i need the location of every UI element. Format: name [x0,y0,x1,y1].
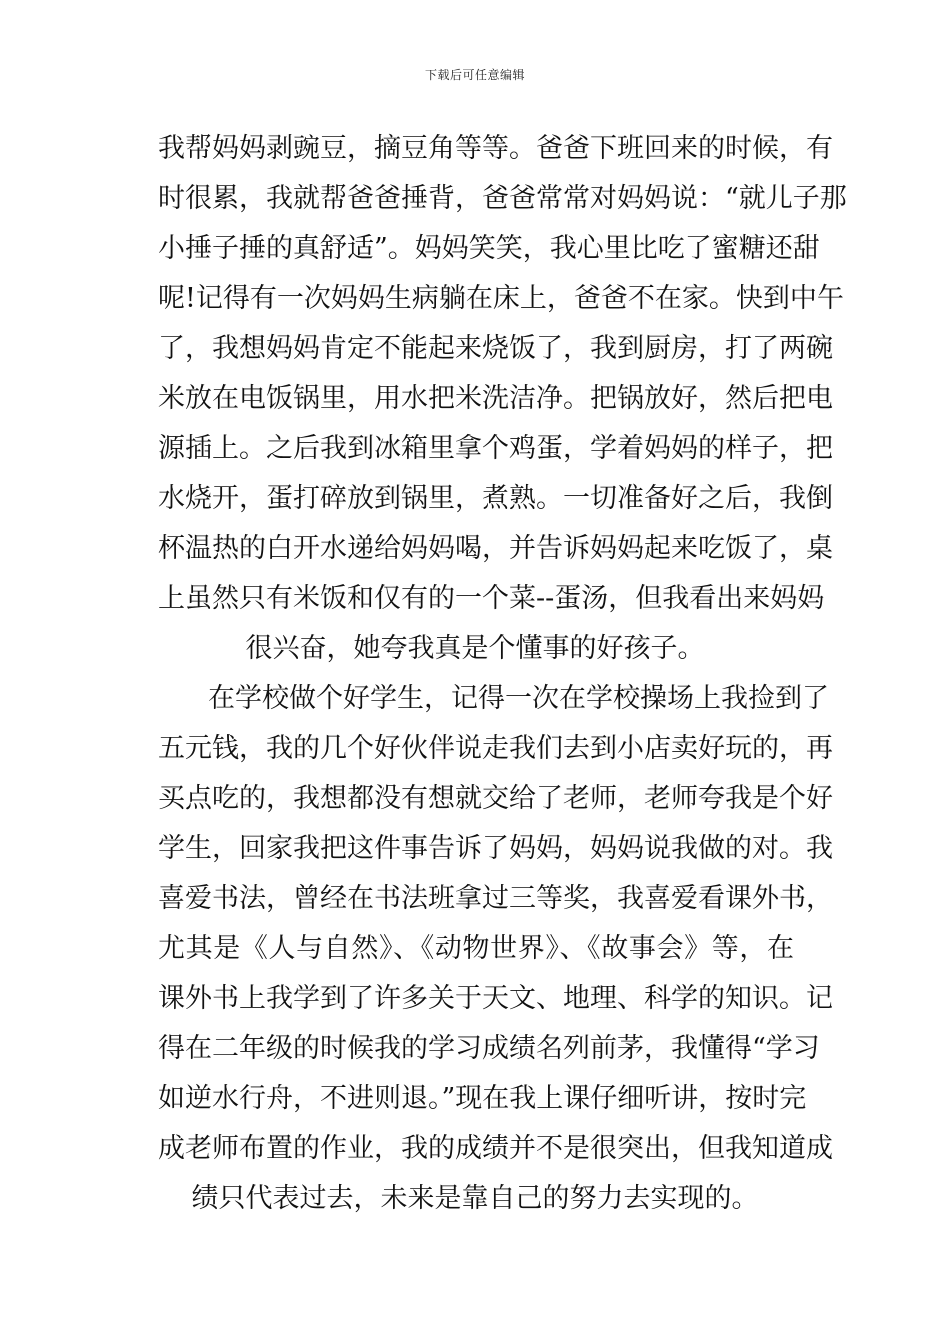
text-line: 了，我想妈妈肯定不能起来烧饭了，我到厨房，打了两碗 [158,333,833,364]
text-line: 喜爱书法，曾经在书法班拿过三等奖，我喜爱看课外书， [158,883,833,914]
text-line: 课外书上我学到了许多关于天文、地理、科学的知识。记 [158,983,833,1014]
text-line: 时很累，我就帮爸爸捶背，爸爸常常对妈妈说：“就儿子那 [158,183,847,214]
text-line: 得在二年级的时候我的学习成绩名列前茅，我懂得“学习 [158,1033,820,1064]
text-line: 我帮妈妈剥豌豆，摘豆角等等。爸爸下班回来的时候，有 [158,133,833,164]
text-line-last: 很兴奋，她夸我真是个懂事的好孩子。 [245,633,705,664]
text-line: 上虽然只有米饭和仅有的一个菜--蛋汤，但我看出来妈妈 [158,583,825,614]
text-line: 小捶子捶的真舒适”。妈妈笑笑，我心里比吃了蜜糖还甜 [158,233,820,264]
text-line: 呢!记得有一次妈妈生病躺在床上，爸爸不在家。快到中午 [158,283,844,314]
text-line: 学生，回家我把这件事告诉了妈妈，妈妈说我做的对。我 [158,833,833,864]
text-line: 尤其是《人与自然》、《动物世界》、《故事会》等，在 [158,933,794,964]
text-line: 成老师布置的作业，我的成绩并不是很突出，但我知道成 [158,1133,833,1164]
text-line-first: 在学校做个好学生，记得一次在学校操场上我捡到了 [208,683,829,714]
text-line: 买点吃的，我想都没有想就交给了老师，老师夸我是个好 [158,783,833,814]
page-header: 下载后可任意编辑 [424,68,525,82]
text-line: 如逆水行舟，不进则退。”现在我上课仔细听讲，按时完 [158,1083,807,1114]
text-line-last: 绩只代表过去，未来是靠自己的努力去实现的。 [191,1183,759,1214]
text-line: 米放在电饭锅里，用水把米洗洁净。把锅放好，然后把电 [158,383,833,414]
text-line: 源插上。之后我到冰箱里拿个鸡蛋，学着妈妈的样子，把 [158,433,833,464]
text-line: 水烧开，蛋打碎放到锅里，煮熟。一切准备好之后，我倒 [158,483,833,514]
text-line: 五元钱，我的几个好伙伴说走我们去到小店卖好玩的，再 [158,733,833,764]
text-line: 杯温热的白开水递给妈妈喝，并告诉妈妈起来吃饭了，桌 [158,533,833,564]
